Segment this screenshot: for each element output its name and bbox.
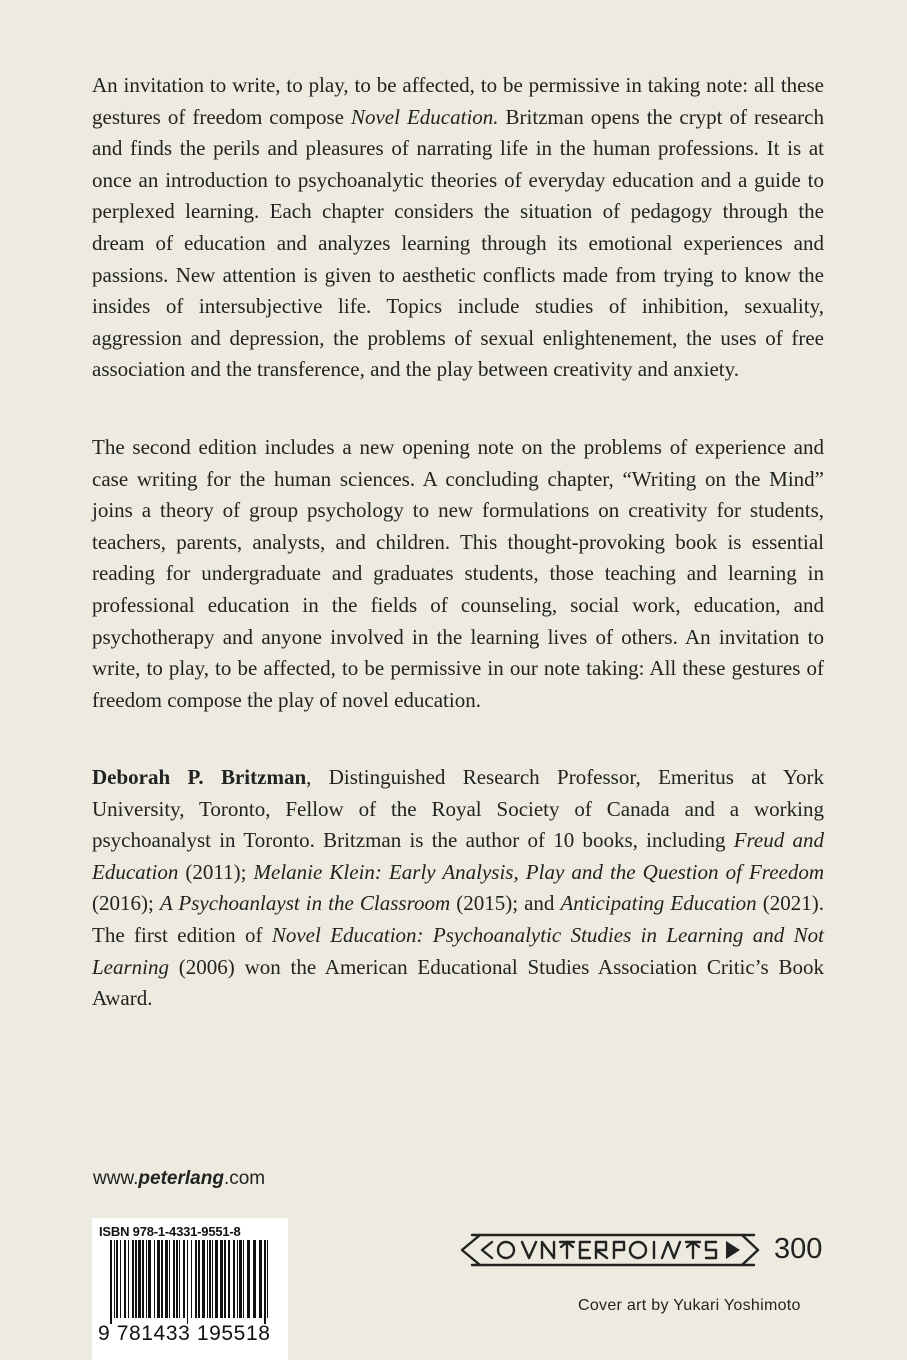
bio-text-6: (2006) won the American Educational Studies Association Critic’s Book Award. [92,954,824,1011]
barcode-bar [207,1240,208,1318]
barcode-bar [169,1240,170,1318]
description-paragraph-1 [92,70,824,386]
barcode-bar [247,1240,250,1318]
bio-book-2: Melanie Klein: Early Analysis, Play and the Question of Freedom [253,859,825,884]
barcode-bar [228,1240,230,1318]
author-name: Deborah P. Britzman [92,765,307,789]
barcode-icon [92,1240,288,1324]
barcode-bar [187,1240,188,1324]
barcode-bar [198,1240,200,1318]
barcode-box [92,1218,288,1360]
barcode-digits: 9 781433 195518 [98,1322,271,1345]
barcode-bar [142,1240,144,1318]
bio-text-1: , Distinguished Research Professor, Emeritus at York University, Toronto, Fellow of the Royal Society of Canada and a working psychoanalyst in Toronto. Britzman is the author of 10 books, including [92,765,825,853]
barcode-bar [148,1240,151,1318]
barcode-bar [157,1240,160,1318]
isbn-label: ISBN 978-1-4331-9551-8 [99,1224,241,1239]
bio-text-2: (2011); [178,859,254,884]
barcode-bar [212,1240,213,1318]
barcode-bar [243,1240,244,1318]
barcode-bar [135,1240,137,1318]
cover-art-credit: Cover art by Yukari Yoshimoto [578,1297,801,1314]
barcode-bar [110,1240,112,1324]
p1-book-title: Novel Education. [350,104,499,129]
barcode-bar [239,1240,242,1318]
barcode-bar [179,1240,180,1318]
bio-book-3: A Psychoanlayst in the Classroom [159,891,451,916]
bio-book-5: Novel Education: Psychoanalytic Studies in Learning and Not Learning [92,922,824,979]
barcode-bar [215,1240,218,1318]
barcode-bar [120,1240,121,1318]
barcode-bar [259,1240,262,1318]
barcode-bar [220,1240,223,1318]
barcode-bar [173,1240,175,1318]
barcode-bar [195,1240,197,1318]
bio-text-5: (2021). The first edition of [92,891,824,947]
description-paragraph-2: The second edition includes a new opening note on the problems of experience and case writing for the human sciences. A concluding chapter, “Writing on the Mind” joins a theory of group psychology to new formulations on creativity for students, teachers, parents, analysts, and children. This thought-provoking book is essential reading for undergraduate and graduates students, those teaching and learning in professional education in the fields of counseling, social work, education, and psychotherapy and anyone involved in the learning lives of others. An invitation to write, to play, to be affected, to be permissive in our note taking: All these gestures of freedom compose the play of novel education. [92,435,824,712]
barcode-bar [165,1240,168,1318]
barcode-bar [191,1240,192,1318]
publisher-website[interactable] [93,1168,265,1190]
website-prefix: www. [93,1168,139,1189]
barcode-bar [176,1240,178,1318]
barcode-bar [161,1240,163,1318]
barcode-bar [116,1240,118,1318]
p1-text-start: An invitation to write, to play, to be affected, to be permissive in taking note: all these gestures of freedom compose [92,73,824,129]
barcode-bar [146,1240,147,1318]
website-suffix: .com [223,1168,266,1189]
barcode-bar [202,1240,205,1318]
barcode-bar [132,1240,134,1318]
author-bio [92,762,824,1015]
barcode-bar [183,1240,185,1318]
bio-book-4: Anticipating Education [560,891,757,916]
bio-text-4: (2015); and [450,891,561,916]
barcode-bar [233,1240,235,1318]
barcode-bar [209,1240,211,1318]
barcode-bar [154,1240,155,1318]
bio-book-1: Freud and Education [92,828,824,884]
barcode-bar [224,1240,226,1318]
barcode-bar [124,1240,126,1318]
barcode-bar [264,1240,266,1324]
barcode-bar [114,1240,115,1318]
bio-text-3: (2016); [92,891,160,916]
barcode-bar [237,1240,238,1318]
p1-text-end: Britzman opens the crypt of research and finds the perils and pleasures of narrating life in the human professions. It is at once an introduction to psychoanalytic theories of everyday education and a guide to perplexed learning. Each chapter considers the situation of pedagogy through the dream of education and analyzes learning through its emotional experiences and passions. New attention is given to aesthetic conflicts made from trying to know the insides of intersubjective life. Topics include studies of inhibition, sexuality, aggression and depression, the problems of sexual enlightenement, the uses of free association and the transference, and the play between creativity and anxiety. [92,104,824,382]
website-brand: peterlang [138,1168,224,1189]
barcode-bar [128,1240,129,1318]
series-number: 300 [774,1233,823,1265]
barcode-bar [267,1240,268,1318]
barcode-bar [138,1240,141,1318]
counterpoints-logo [458,1230,768,1270]
barcode-bar [253,1240,256,1318]
